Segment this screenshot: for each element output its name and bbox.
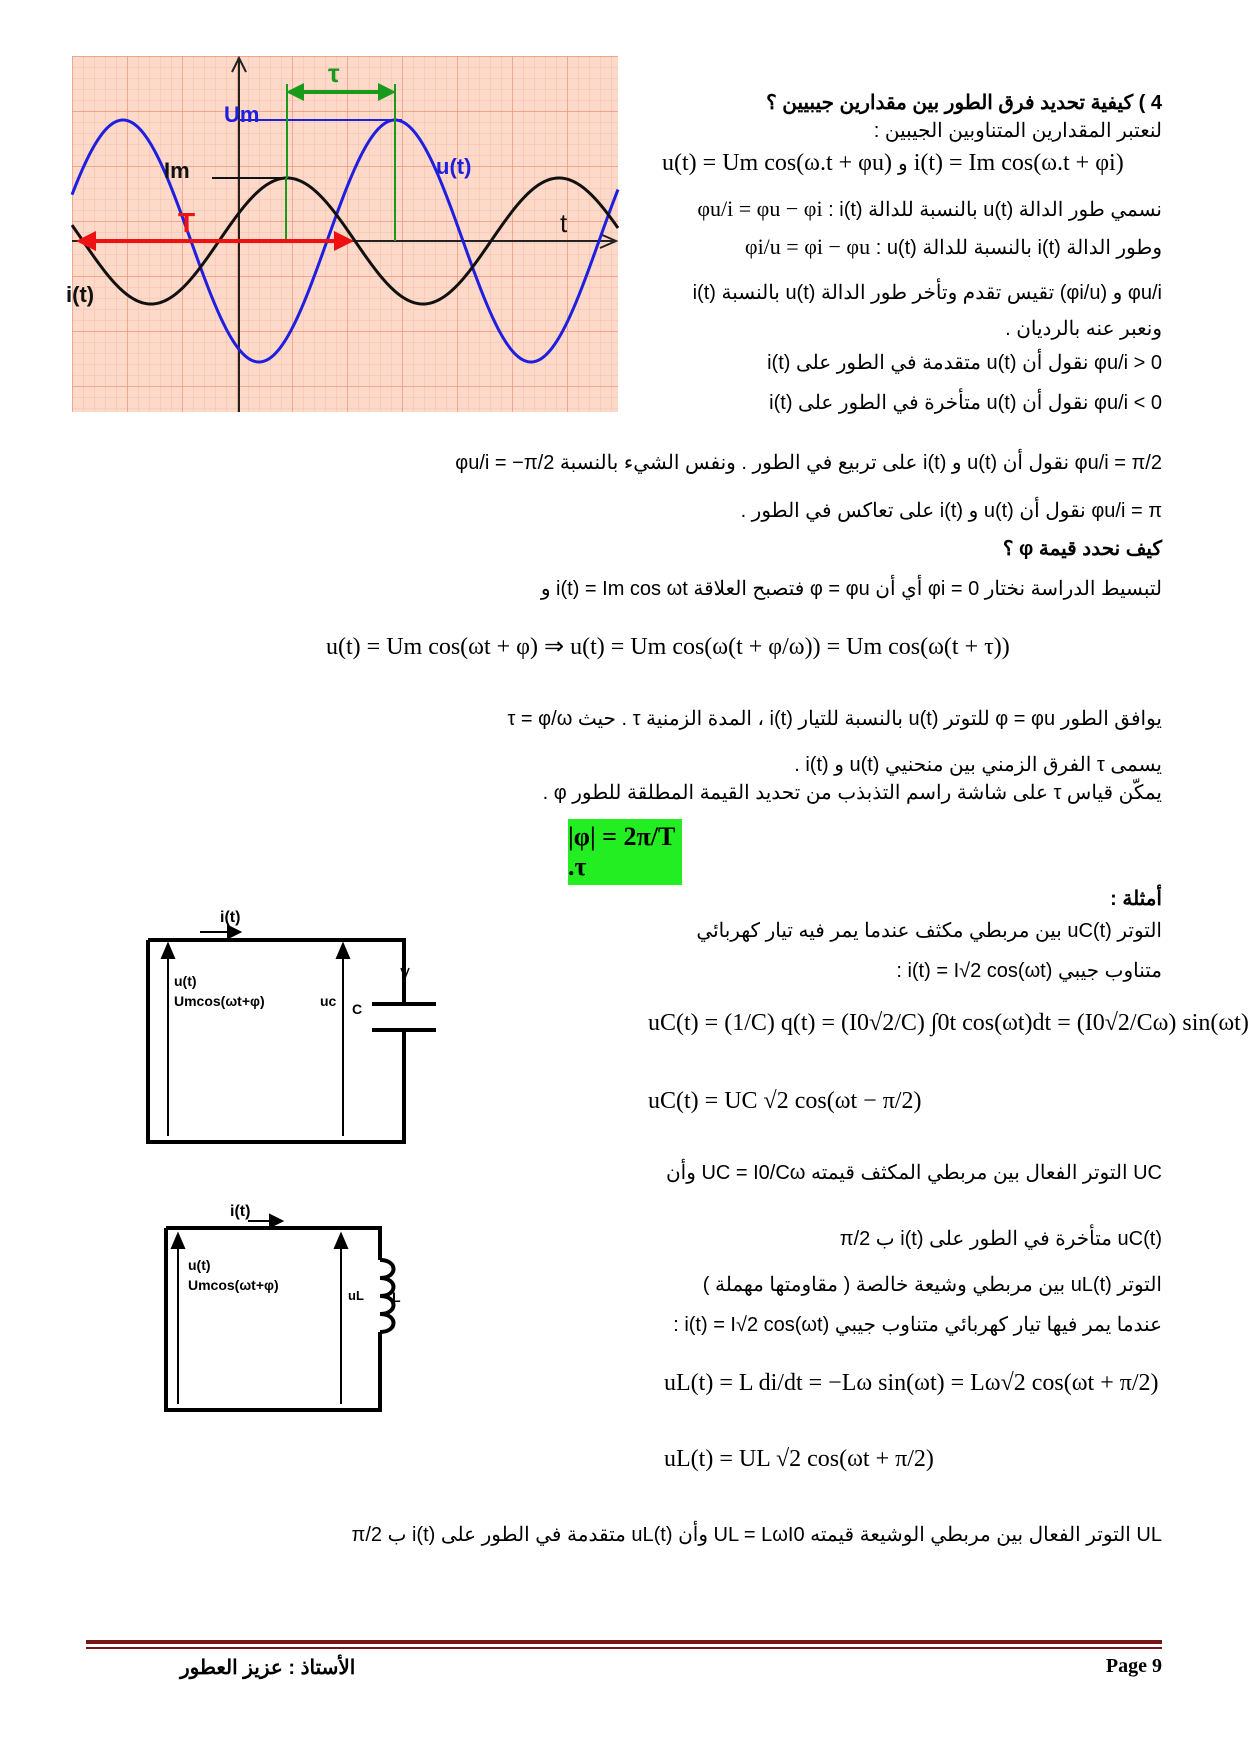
capacitor-line-2: متناوب جيبي i(t) = I√2 cos(ωt) : bbox=[896, 960, 1162, 982]
capacitor-eq-1: uC(t) = (1/C) q(t) = (I0√2/C) ∫0t cos(ωt)dt = (I0√2/Cω) sin(ωt) bbox=[648, 1010, 1249, 1036]
circuit2-current: i(t) bbox=[230, 1203, 251, 1220]
inductor-circuit bbox=[158, 1200, 418, 1420]
main-equation: u(t) = Um cos(ωt + φ) ⇒ u(t) = Um cos(ω(t + φ/ω)) = Um cos(ω(t + τ)) bbox=[326, 634, 1010, 660]
tau-label: τ bbox=[328, 58, 340, 88]
circuit1-component: C bbox=[352, 1001, 363, 1017]
quadrature-line: φu/i = π/2 نقول أن u(t) و i(t) على تربيع في الطور . ونفس الشيء بالنسبة φu/i = −π/2 bbox=[455, 452, 1162, 474]
sinusoid-equations bbox=[662, 150, 1124, 177]
ut-label: u(t) bbox=[436, 154, 472, 179]
name-line: يسمى τ الفرق الزمني بين منحنيي u(t) و i(t) . bbox=[794, 754, 1162, 776]
circuit2-ul-label: uL bbox=[348, 1288, 364, 1303]
capacitor-line-1: التوتر uC(t) بين مربطي مكثف عندما يمر فيه تيار كهربائي bbox=[696, 920, 1162, 942]
inductor-line-1: التوتر uL(t) بين مربطي وشيعة خالصة ( مقاومتها مهملة ) bbox=[702, 1274, 1162, 1296]
circuit1-u-expr: Umcos(ωt+φ) bbox=[174, 993, 265, 1009]
capacitor-lag-line: uC(t) متأخرة في الطور على i(t) ب π/2 bbox=[839, 1228, 1162, 1250]
phase-ui-line bbox=[697, 196, 1162, 222]
negative-phase-line: φu/i < 0 نقول أن u(t) متأخرة في الطور على i(t) bbox=[769, 392, 1162, 414]
phase-difference-graph bbox=[66, 56, 618, 412]
phase-iu-eq: φi/u = φi − φu bbox=[744, 234, 871, 259]
simplify-line: لتبسيط الدراسة نختار φi = 0 أي أن φ = φu فتصبح العلاقة i(t) = Im cos ωt و bbox=[540, 578, 1162, 600]
im-label: Im bbox=[164, 158, 190, 183]
phase-formula-box bbox=[568, 819, 682, 885]
circuit1-uc-label: uc bbox=[320, 993, 337, 1009]
phase-formula: |φ| = 2π/T .τ bbox=[568, 822, 675, 881]
period-label: T bbox=[178, 207, 196, 238]
examples-heading: أمثلة : bbox=[1110, 888, 1162, 910]
circuit1-u-label: u(t) bbox=[174, 973, 197, 989]
footer-rule bbox=[86, 1640, 1162, 1644]
oscilloscope-line: يمكّن قياس τ على شاشة راسم التذبذب من تحديد القيمة المطلقة للطور φ . bbox=[542, 782, 1162, 804]
measure-line: φu/i و (φi/u) تقيس تقدم وتأخر طور الدالة u(t) بالنسبة i(t) bbox=[692, 282, 1162, 304]
intro-line: لنعتبر المقدارين المتناوبين الجيبين : bbox=[873, 120, 1162, 142]
section-heading: 4 ) كيفية تحديد فرق الطور بين مقدارين جيبيين ؟ bbox=[766, 92, 1162, 114]
footer-rule-thin bbox=[86, 1647, 1162, 1649]
circuit2-u-label: u(t) bbox=[188, 1257, 211, 1273]
radian-line: ونعبر عنه بالرديان . bbox=[1005, 318, 1162, 340]
inductor-eq-1: uL(t) = L di/dt = −Lω sin(ωt) = Lω√2 cos(ωt + π/2) bbox=[664, 1370, 1159, 1396]
capacitor-circuit bbox=[140, 900, 440, 1148]
capacitor-eq-2: uC(t) = UC √2 cos(ωt − π/2) bbox=[648, 1088, 922, 1114]
phase-iu-line bbox=[745, 234, 1162, 260]
circuit2-component: L bbox=[392, 1289, 401, 1305]
it-label: i(t) bbox=[66, 282, 95, 307]
time-axis-label: t bbox=[560, 208, 568, 238]
um-label: Um bbox=[224, 102, 260, 127]
inductor-eq-2: uL(t) = UL √2 cos(ωt + π/2) bbox=[664, 1446, 934, 1472]
circuit2-u-expr: Umcos(ωt+φ) bbox=[188, 1277, 279, 1293]
capacitor-effective-line: UC التوتر الفعال بين مربطي المكثف قيمته UC = I0/Cω وأن bbox=[665, 1162, 1162, 1184]
positive-phase-line: φu/i > 0 نقول أن u(t) متقدمة في الطور على i(t) bbox=[767, 352, 1162, 374]
footer-author: الأستاذ : عزيز العطور bbox=[180, 1657, 356, 1679]
conj-and: و bbox=[898, 153, 908, 175]
opposition-line: φu/i = π نقول أن u(t) و i(t) على تعاكس في الطور . bbox=[740, 500, 1162, 522]
phase-ui-text: نسمي طور الدالة u(t) بالنسبة للدالة i(t) : bbox=[828, 199, 1162, 221]
phase-iu-text: وطور الدالة i(t) بالنسبة للدالة u(t) : bbox=[875, 237, 1162, 259]
page-number: Page 9 bbox=[1105, 1655, 1162, 1677]
inductor-line-2: عندما يمر فيها تيار كهربائي متناوب جيبي i(t) = I√2 cos(ωt) : bbox=[673, 1314, 1162, 1336]
circuit1-current: i(t) bbox=[220, 909, 241, 926]
correspondence-line: يوافق الطور φ = φu للتوتر u(t) بالنسبة للتيار i(t) ، المدة الزمنية τ . حيث τ = φ/ω bbox=[507, 708, 1162, 730]
i-equation: i(t) = Im cos(ω.t + φi) bbox=[913, 150, 1124, 176]
howto-heading: كيف نحدد قيمة φ ؟ bbox=[1002, 538, 1162, 560]
inductor-effective-line: UL التوتر الفعال بين مربطي الوشيعة قيمته UL = LωI0 وأن uL(t) متقدمة في الطور على i(t) ب π/2 bbox=[351, 1524, 1162, 1546]
phase-ui-eq: φu/i = φu − φi bbox=[697, 196, 823, 221]
u-equation: u(t) = Um cos(ω.t + φu) bbox=[662, 150, 893, 176]
